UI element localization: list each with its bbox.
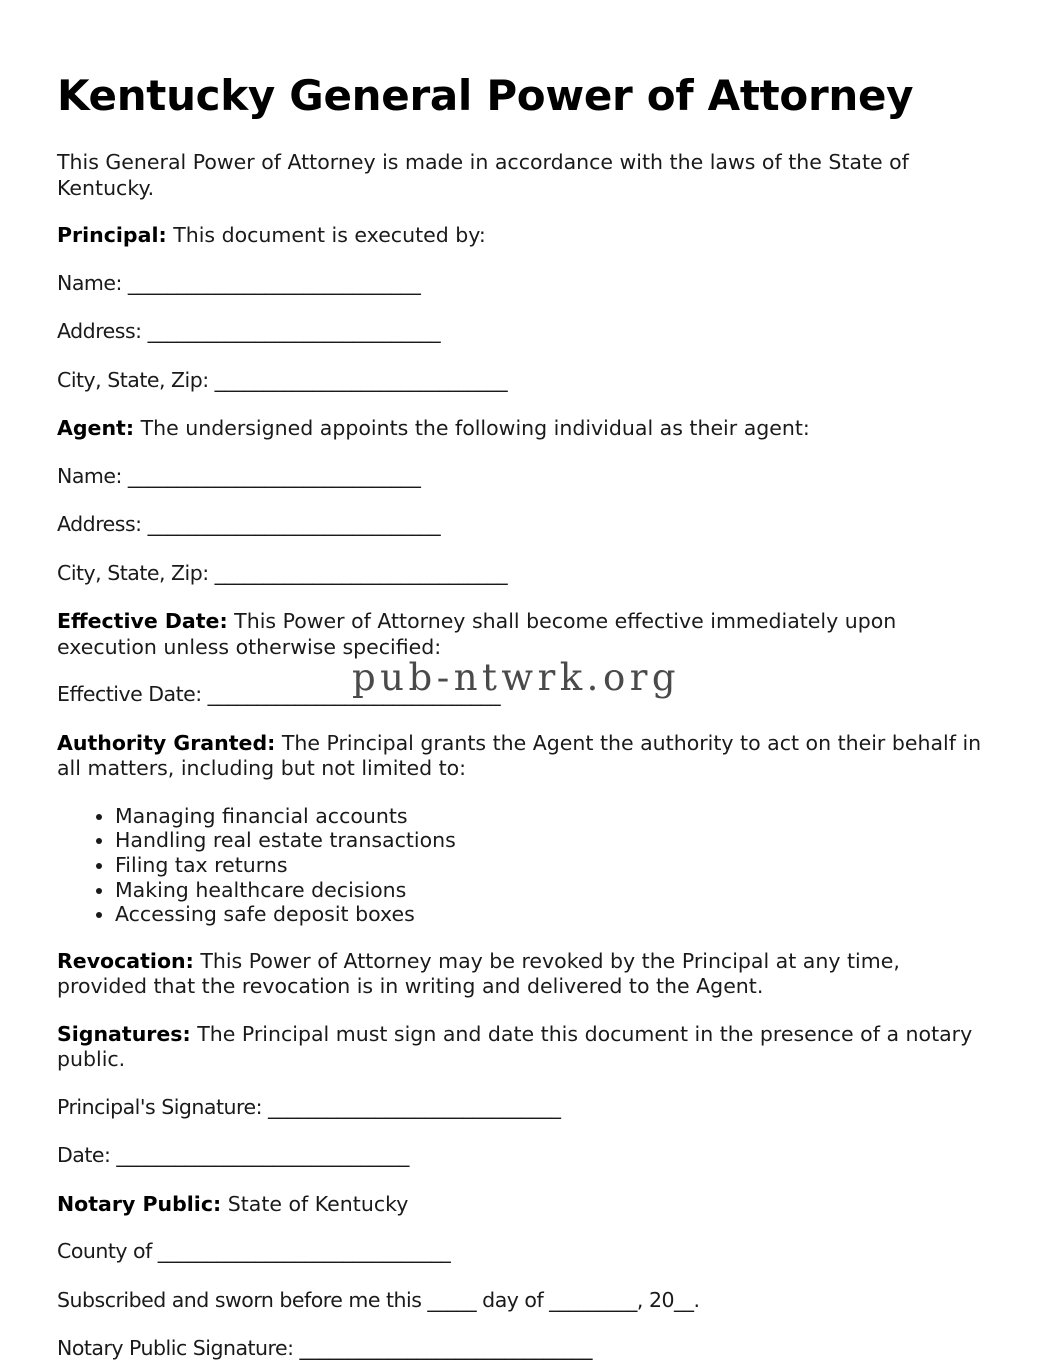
agent-label: Agent: [57,416,135,441]
agent-address-field[interactable]: Address: ______________________________ [57,512,441,537]
signatures-text: The Principal must sign and date this document in the presence of a notary public. [57,1021,973,1072]
authority-granted-heading-paragraph [57,731,985,782]
signatures-label: Signatures: [57,1021,191,1046]
list-item: • Making healthcare decisions [115,878,985,903]
notary-public-heading-paragraph [57,1192,985,1218]
principal-heading-text: This document is executed by: [166,223,486,248]
list-item: • Accessing safe deposit boxes [115,902,985,927]
notary-signature-field[interactable]: Notary Public Signature: ______________________________ [57,1336,593,1361]
principal-signature-field[interactable]: Principal's Signature: ______________________________ [57,1094,561,1119]
authority-granted-label: Authority Granted: [57,730,276,755]
site-watermark: pub-ntwrk.org [352,656,681,699]
notary-public-heading-text: State of Kentucky [221,1191,409,1216]
revocation-text: This Power of Attorney may be revoked by the Principal at any time, provided that the revocation is in writing and delivered to the Agent. [57,948,900,999]
signature-date-field[interactable]: Date: ______________________________ [57,1143,409,1168]
agent-heading-text: The undersigned appoints the following individual as their agent: [134,416,810,441]
intro-paragraph: This General Power of Attorney is made in accordance with the laws of the State of Kentucky. [57,150,909,200]
authority-granted-list [57,804,985,927]
list-item: • Filing tax returns [115,853,985,878]
principal-heading-paragraph [57,223,985,249]
revocation-paragraph [57,949,985,1000]
list-item: • Handling real estate transactions [115,828,985,853]
principal-name-field[interactable]: Name: ______________________________ [57,270,421,295]
agent-name-field[interactable]: Name: ______________________________ [57,463,421,488]
notary-public-label: Notary Public: [57,1191,222,1216]
effective-date-label: Effective Date: [57,609,228,634]
effective-date-heading-text: This Power of Attorney shall become effective immediately upon execution unless otherwise specified: [57,609,897,659]
effective-date-field[interactable]: Effective Date: ______________________________ [57,682,501,707]
agent-city-state-zip-field[interactable]: City, State, Zip: ______________________________ [57,560,508,585]
principal-label: Principal: [57,223,167,248]
agent-heading-paragraph [57,416,985,442]
page-title: Kentucky General Power of Attorney [57,71,914,120]
principal-address-field[interactable]: Address: ______________________________ [57,319,441,344]
revocation-label: Revocation: [57,948,194,973]
signatures-paragraph [57,1022,985,1073]
authority-granted-heading-text: The Principal grants the Agent the authority to act on their behalf in all matters, including but not limited to: [57,730,982,781]
list-item: • Managing financial accounts [115,804,985,829]
notary-sworn-statement[interactable]: Subscribed and sworn before me this _____ day of _________, 20__. [57,1287,700,1312]
notary-county-field[interactable]: County of ______________________________ [57,1239,451,1264]
effective-date-heading-paragraph [57,609,985,660]
principal-city-state-zip-field[interactable]: City, State, Zip: ______________________________ [57,367,508,392]
